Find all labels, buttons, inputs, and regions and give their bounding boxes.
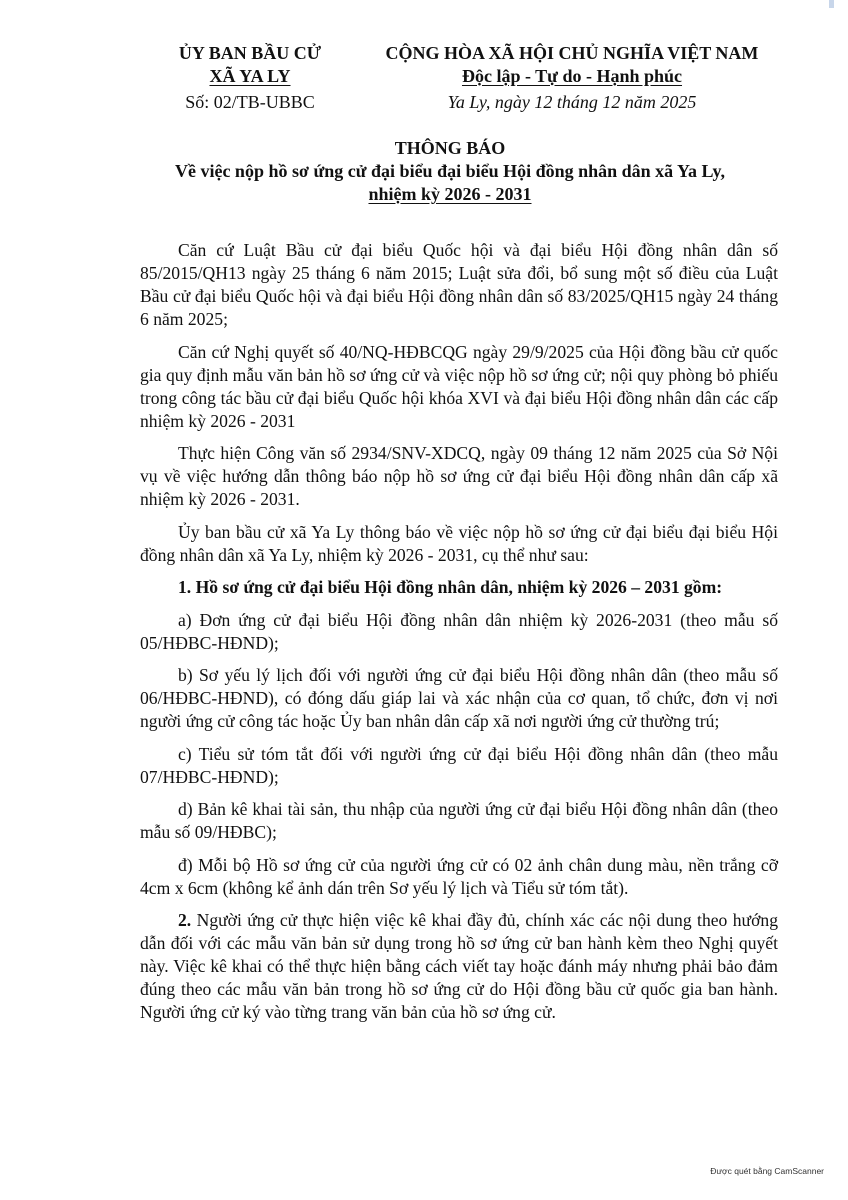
title-subtitle-1: Về việc nộp hồ sơ ứng cử đại biểu đại biểu Hội đồng nhân dân xã Ya Ly, [174, 161, 726, 181]
title-main: THÔNG BÁO [394, 138, 506, 158]
country-name: CỘNG HÒA XÃ HỘI CHỦ NGHĨA VIỆT NAM [385, 43, 759, 63]
motto: Độc lập - Tự do - Hạnh phúc [461, 66, 683, 86]
item-d: d) Bản kê khai tài sản, thu nhập của người ứng cử đại biểu Hội đồng nhân dân (theo mẫu số 09/HĐBC); [140, 799, 778, 842]
section-2 [140, 909, 778, 1024]
national-header [362, 42, 782, 88]
scanner-watermark: Được quét bằng CamScanner [710, 1166, 824, 1176]
item-c: c) Tiểu sử tóm tắt đối với người ứng cử đại biểu Hội đồng nhân dân (theo mẫu 07/HĐBC-HĐND); [140, 743, 778, 787]
document-title [100, 137, 800, 206]
org-commune: XÃ YA LY [209, 66, 291, 86]
scan-edge-mark [829, 0, 834, 8]
section-1-heading: 1. Hồ sơ ứng cử đại biểu Hội đồng nhân dân, nhiệm kỳ 2026 – 2031 gồm: [178, 577, 723, 597]
item-a: a) Đơn ứng cử đại biểu Hội đồng nhân dân nhiệm kỳ 2026-2031 (theo mẫu số 05/HĐBC-HĐND); [140, 609, 778, 653]
paragraph-announcement: Ủy ban bầu cử xã Ya Ly thông báo về việc nộp hồ sơ ứng cử đại biểu đại biểu Hội đồng nhân dân xã Ya Ly, nhiệm kỳ 2026 - 2031, cụ thể như sau: [140, 521, 778, 565]
issuing-authority [130, 42, 370, 88]
paragraph-implementation: Thực hiện Công văn số 2934/SNV-XDCQ, ngày 09 tháng 12 năm 2025 của Sở Nội vụ về việc hướng dẫn thông báo nộp hồ sơ ứng cử đại biểu Hội đồng nhân dân cấp xã nhiệm kỳ 2026 - 2031. [140, 443, 778, 509]
section-2-number: 2. [178, 910, 192, 930]
item-dd: đ) Mỗi bộ Hồ sơ ứng cử của người ứng cử có 02 ảnh chân dung màu, nền trắng cỡ 4cm x 6cm (không kể ảnh dán trên Sơ yếu lý lịch và Tiểu sử tóm tắt). [140, 854, 778, 898]
document-number: Số: 02/TB-UBBC [185, 92, 315, 112]
paragraph-legal-basis-2: Căn cứ Nghị quyết số 40/NQ-HĐBCQG ngày 29/9/2025 của Hội đồng bầu cử quốc gia quy định mẫu văn bản hồ sơ ứng cử và việc nộp hồ sơ ứng cử; nội quy phòng bỏ phiếu trong công tác bầu cử đại biểu Quốc hội khóa XVI và đại biểu Hội đồng nhân dân các cấp nhiệm kỳ 2026 - 2031 [140, 341, 778, 431]
place-date: Ya Ly, ngày 12 tháng 12 năm 2025 [447, 92, 697, 112]
title-subtitle-2: nhiệm kỳ 2026 - 2031 [368, 184, 532, 204]
org-name: ỦY BAN BẦU CỬ [178, 43, 322, 63]
item-b: b) Sơ yếu lý lịch đối với người ứng cử đại biểu Hội đồng nhân dân (theo mẫu số 06/HĐBC-HĐND), có đóng dấu giáp lai và xác nhận của cơ quan, tổ chức, đơn vị nơi người ứng cử công tác hoặc Ủy ban nhân dân cấp xã nơi người ứng cử thường trú; [140, 665, 778, 731]
section-2-text: Người ứng cử thực hiện việc kê khai đầy đủ, chính xác các nội dung theo hướng dẫn đối với các mẫu văn bản sử dụng trong hồ sơ ứng cử ban hành kèm theo Nghị quyết này. Việc kê khai có thể thực hiện bằng cách viết tay hoặc đánh máy nhưng phải bảo đảm đúng theo các mẫu văn bản trong hồ sơ ứng cử do Hội đồng bầu cử quốc gia ban hành. Người ứng cử ký vào từng trang văn bản của hồ sơ ứng cử. [140, 910, 778, 1022]
paragraph-legal-basis-1: Căn cứ Luật Bầu cử đại biểu Quốc hội và đại biểu Hội đồng nhân dân số 85/2015/QH13 ngày 25 tháng 6 năm 2015; Luật sửa đổi, bổ sung một số điều của Luật Bầu cử đại biểu Quốc hội và đại biểu Hội đồng nhân dân số 83/2025/QH15 ngày 24 tháng 6 năm 2025; [140, 240, 778, 329]
document-body [140, 239, 778, 1034]
